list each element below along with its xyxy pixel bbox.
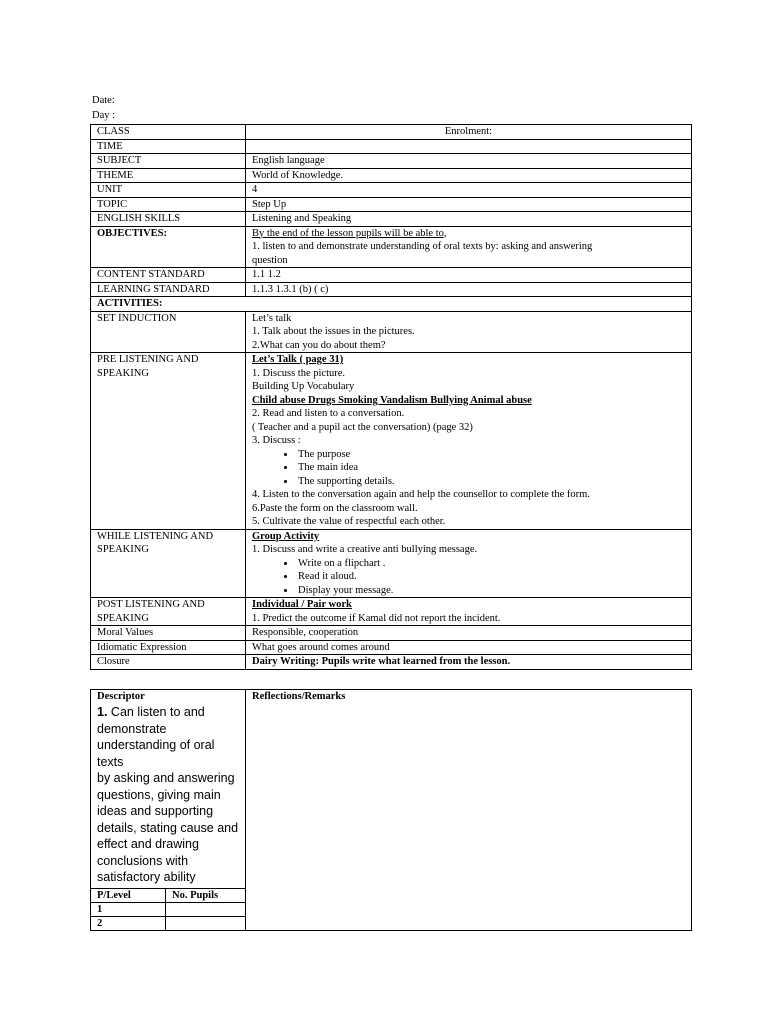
row-idiomatic-expression: [91, 640, 692, 655]
pre-line: 1. Discuss the picture.: [252, 367, 346, 379]
bullet-item: • Read it aloud.: [296, 570, 685, 584]
lesson-plan-table: [90, 124, 692, 670]
row-post-listening: [91, 598, 692, 626]
learning-standard-label: LEARNING STANDARD: [91, 282, 246, 297]
unit-value: 4: [246, 183, 692, 198]
content-standard-label: CONTENT STANDARD: [91, 268, 246, 283]
objectives-value: [246, 226, 692, 268]
idiomatic-expression-value: What goes around comes around: [246, 640, 692, 655]
skills-label: ENGLISH SKILLS: [91, 212, 246, 227]
closure-value: Dairy Writing: Pupils write what learned from the lesson.: [246, 655, 692, 670]
skills-value: Listening and Speaking: [246, 212, 692, 227]
reflections-cell: [246, 690, 692, 931]
post-line: 1. Predict the outcome if Kamal did not report the incident.: [252, 612, 501, 624]
row-unit: [91, 183, 692, 198]
pupils-value: [166, 916, 246, 930]
while-listening-label: WHILE LISTENING AND SPEAKING: [91, 529, 246, 598]
descriptor-text: [91, 704, 245, 888]
idiomatic-expression-label: Idiomatic Expression: [91, 640, 246, 655]
performance-level-table: [91, 888, 245, 930]
set-induction-value: [246, 311, 692, 353]
learning-standard-value: 1.1.3 1.3.1 (b) ( c): [246, 282, 692, 297]
time-label: TIME: [91, 139, 246, 154]
row-topic: [91, 197, 692, 212]
vocabulary-list: Child abuse Drugs Smoking Vandalism Bullying Animal abuse: [252, 394, 532, 406]
content-standard-value: 1.1 1.2: [246, 268, 692, 283]
row-moral-values: [91, 626, 692, 641]
pre-line: 6.Paste the form on the classroom wall.: [252, 502, 418, 514]
while-line: 1. Discuss and write a creative anti bullying message.: [252, 544, 478, 555]
pre-line: 5. Cultivate the value of respectful each other.: [252, 516, 446, 527]
row-theme: [91, 168, 692, 183]
level-value: 2: [91, 916, 166, 930]
row-set-induction: [91, 311, 692, 353]
bullet-item: • The purpose: [296, 448, 685, 462]
reflections-title: Reflections/Remarks: [252, 691, 346, 702]
descriptor-table: [90, 689, 692, 931]
objectives-line-1: 1. listen to and demonstrate understanding of oral texts by: asking and answering: [252, 241, 593, 252]
pre-line: 4. Listen to the conversation again and help the counsellor to complete the form.: [252, 489, 590, 500]
row-closure: [91, 655, 692, 670]
row-time: [91, 139, 692, 154]
date-label: Date:: [92, 95, 115, 106]
descriptor-text-1: Can listen to and demonstrate understanding of oral texts: [97, 705, 215, 769]
post-listening-label: POST LISTENING AND SPEAKING: [91, 598, 246, 626]
activities-label: ACTIVITIES:: [91, 297, 692, 312]
level-row: [91, 916, 245, 930]
objectives-line-2: question: [252, 254, 288, 266]
pre-line: ( Teacher and a pupil act the conversation) (page 32): [252, 421, 473, 433]
descriptor-title: Descriptor: [97, 691, 145, 702]
set-induction-label: SET INDUCTION: [91, 311, 246, 353]
descriptor-text-2: by asking and answering questions, giving main ideas and supporting details, stating cause and effect and drawing conclusions with satisfactory ability: [97, 771, 239, 884]
post-listening-value: [246, 598, 692, 626]
subject-value: English language: [246, 154, 692, 169]
bullet-item: • Write on a flipchart .: [296, 557, 685, 571]
row-class: [91, 125, 692, 140]
pre-line: 2. Read and listen to a conversation.: [252, 408, 405, 419]
while-heading: Group Activity: [252, 530, 320, 542]
row-subject: [91, 154, 692, 169]
set-induction-line: Let’s talk: [252, 312, 292, 324]
bullet-item: • Display your message.: [296, 584, 685, 598]
row-objectives: [91, 226, 692, 268]
enrolment-value: Enrolment:: [246, 125, 692, 140]
while-bullets: [252, 557, 685, 598]
set-induction-line: 2.What can you do about them?: [252, 339, 386, 351]
level-value: 1: [91, 902, 166, 916]
pre-line: 3. Discuss :: [252, 435, 301, 446]
while-listening-value: [246, 529, 692, 598]
topic-label: TOPIC: [91, 197, 246, 212]
objectives-label: OBJECTIVES:: [91, 226, 246, 268]
moral-values-value: Responsible, cooperation: [246, 626, 692, 641]
topic-value: Step Up: [246, 197, 692, 212]
pre-listening-label: PRE LISTENING AND SPEAKING: [91, 353, 246, 530]
pupils-header: No. Pupils: [166, 888, 246, 902]
pre-line: Building Up Vocabulary: [252, 381, 355, 392]
row-pre-listening: [91, 353, 692, 530]
theme-value: World of Knowledge.: [246, 168, 692, 183]
pre-heading: Let’s Talk ( page 31): [252, 354, 344, 365]
descriptor-number: 1.: [97, 705, 108, 719]
row-skills: [91, 212, 692, 227]
bullet-item: • The main idea: [296, 461, 685, 475]
theme-label: THEME: [91, 168, 246, 183]
objectives-intro: By the end of the lesson pupils will be able to,: [252, 227, 447, 239]
set-induction-line: 1. Talk about the issues in the pictures.: [252, 326, 415, 337]
moral-values-label: Moral Values: [91, 626, 246, 641]
closure-label: Closure: [91, 655, 246, 670]
bullet-item: • The supporting details.: [296, 475, 685, 489]
level-row: [91, 902, 245, 916]
class-label: CLASS: [91, 125, 246, 140]
post-heading: Individual / Pair work: [252, 599, 352, 610]
time-value: [246, 139, 692, 154]
descriptor-cell: [91, 690, 246, 931]
level-header: P/Level: [91, 888, 166, 902]
day-label: Day :: [92, 110, 116, 121]
discuss-bullets: [252, 448, 685, 489]
row-activities: [91, 297, 692, 312]
unit-label: UNIT: [91, 183, 246, 198]
pre-listening-value: [246, 353, 692, 530]
row-content-standard: [91, 268, 692, 283]
pupils-value: [166, 902, 246, 916]
row-learning-standard: [91, 282, 692, 297]
row-while-listening: [91, 529, 692, 598]
subject-label: SUBJECT: [91, 154, 246, 169]
